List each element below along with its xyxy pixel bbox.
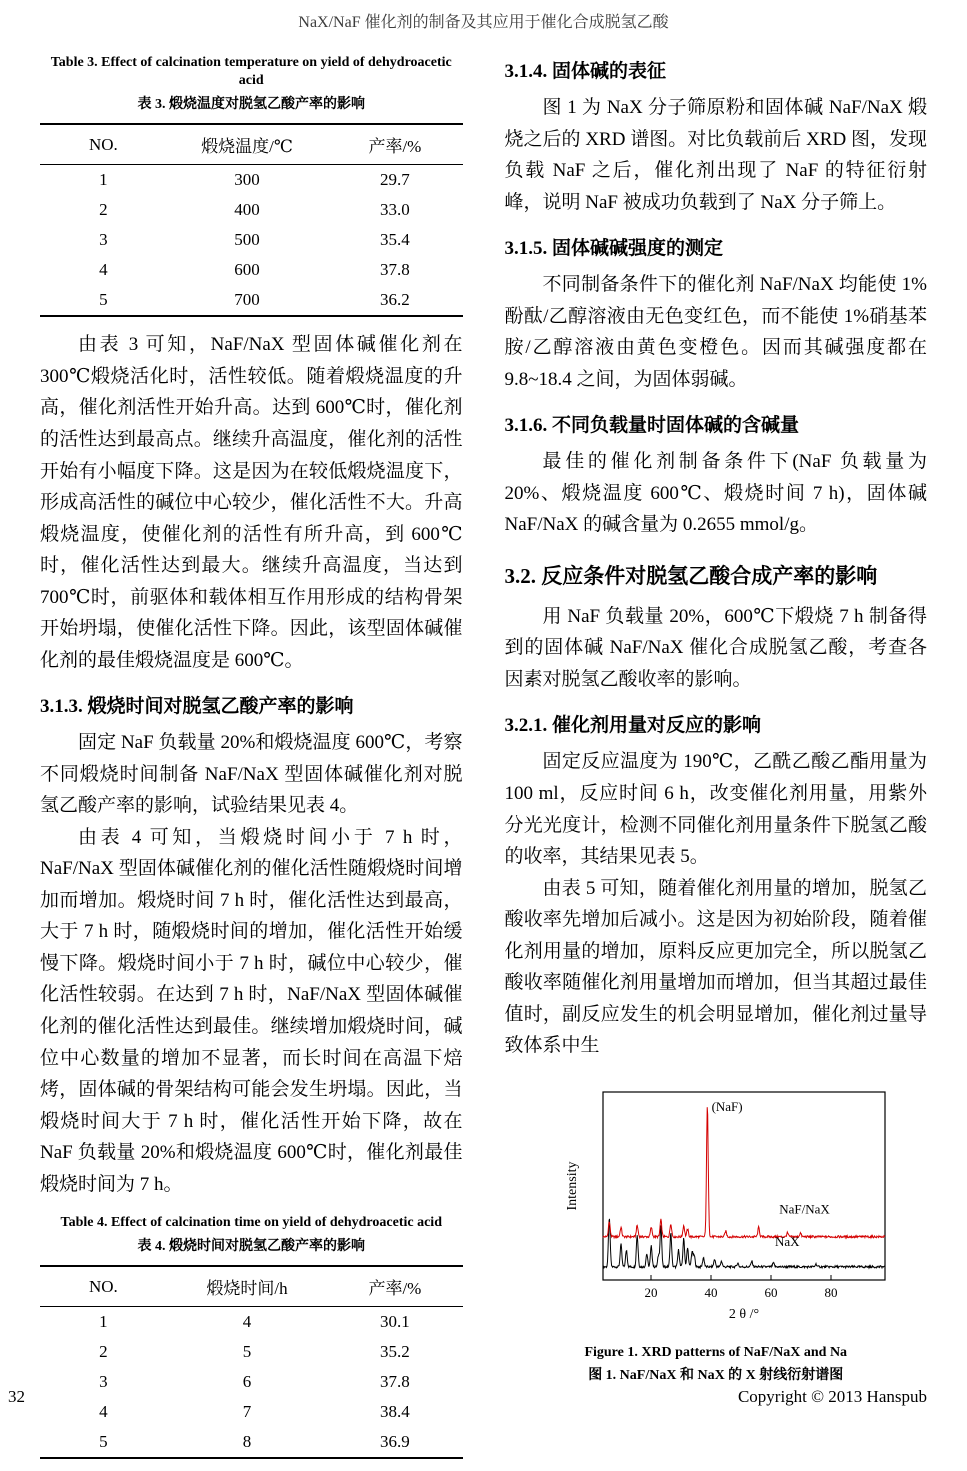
table3-caption-en: Table 3. Effect of calcination temperature on yield of dehydroacetic acid xyxy=(50,55,452,89)
cell: 700 xyxy=(234,290,260,310)
table-4-col-yield: 产率/% xyxy=(327,1266,462,1307)
cell: 5 xyxy=(242,1342,252,1362)
cell: 2 xyxy=(99,1342,108,1362)
paragraph-3-1-3-b: 由表 4 可知，当煅烧时间小于 7 h 时，NaF/NaX 型固体碱催化剂的催化活性随煅烧时间增加而增加。煅烧时间 7 h 时，催化活性达到最高，大于 7 h 时，随煅烧时间的增加，催化活性开始缓慢下降。煅烧时间小于 7 h 时，碱位中心较少，催化活性较弱。在达到 7 h 时，NaF/NaX 型固体碱催化剂的催化活性达到最佳。继续增加煅烧时间，碱位中心数量的增加不显著，而长时间在高温下焙烤，固体碱的骨架结构可能会发生坍塌。因此，当煅烧时间大于 7 h 时，催化活性开始下降，故在 NaF 负载量 20%和煅烧温度 600℃时，催化剂最佳煅烧时间为 7 h。 xyxy=(40,826,463,1195)
table-row xyxy=(40,1427,463,1458)
table-3-col-temperature: 煅烧温度/℃ xyxy=(167,124,328,165)
x-tick-label: 20 xyxy=(644,1284,657,1300)
cell: 1 xyxy=(99,1312,108,1332)
table-4-header-row xyxy=(40,1266,463,1307)
paragraph-3-2-1-b: 由表 5 可知，随着催化剂用量的增加，脱氢乙酸收率先增加后减小。这是因为初始阶段，随着催化剂用量的增加，原料反应更加完全，所以脱氢乙酸收率随催化剂用量增加而增加，但当其超过最佳值时，副反应发生的机会明显增加，催化剂过量导致体系中生 xyxy=(504,877,927,1057)
cell: 4 xyxy=(99,1402,108,1422)
figure1-caption-zh: 图 1. NaF/NaX 和 NaX 的 X 射线衍射谱图 xyxy=(588,1367,844,1383)
table-row xyxy=(40,225,463,255)
table-row xyxy=(40,165,463,196)
running-header: NaX/NaF 催化剂的制备及其应用于催化合成脱氢乙酸 xyxy=(298,14,669,31)
xrd-chart xyxy=(563,1086,893,1328)
cell: 37.8 xyxy=(380,260,410,280)
cell: 400 xyxy=(234,200,260,220)
series-NaX xyxy=(603,1219,885,1268)
series-NaF/NaX xyxy=(603,1107,885,1238)
paragraph-3-1-3-a: 固定 NaF 负载量 20%和煅烧温度 600℃，考察不同煅烧时间制备 NaF/NaX 型固体碱催化剂对脱氢乙酸产率的影响，试验结果见表 4。 xyxy=(40,732,463,817)
cell: 37.8 xyxy=(380,1372,410,1392)
cell: 5 xyxy=(99,1432,108,1452)
cell: 4 xyxy=(99,260,108,280)
table-row xyxy=(40,255,463,285)
table-3-col-no: NO. xyxy=(40,124,167,165)
x-tick-label: 40 xyxy=(704,1284,717,1300)
table-4-col-no: NO. xyxy=(40,1266,167,1307)
left-column xyxy=(40,54,463,1471)
figure1-caption-en: Figure 1. XRD patterns of NaF/NaX and Na xyxy=(584,1344,848,1360)
x-axis-label: 2 θ /° xyxy=(728,1306,759,1322)
table3-caption-zh: 表 3. 煅烧温度对脱氢乙酸产率的影响 xyxy=(137,97,365,113)
table-3 xyxy=(40,123,463,317)
annotation-naf: (NaF) xyxy=(711,1098,743,1114)
plot-frame xyxy=(603,1092,885,1280)
cell: 35.2 xyxy=(380,1342,410,1362)
cell: 3 xyxy=(99,1372,108,1392)
section-3-2-1-heading: 3.2.1. 催化剂用量对反应的影响 xyxy=(504,715,762,737)
annotation-nax: NaX xyxy=(774,1233,800,1249)
table-4-col-time: 煅烧时间/h xyxy=(167,1266,328,1307)
cell: 29.7 xyxy=(380,170,410,190)
cell: 7 xyxy=(242,1402,252,1422)
table-3-col-yield: 产率/% xyxy=(327,124,462,165)
table-4 xyxy=(40,1265,463,1459)
figure-1 xyxy=(563,1086,893,1333)
cell: 2 xyxy=(99,200,108,220)
section-3-2-heading: 3.2. 反应条件对脱氢乙酸合成产率的影响 xyxy=(504,563,878,588)
paragraph-3-1-6: 最佳的催化剂制备条件下(NaF 负载量为 20%、煅烧温度 600℃、煅烧时间 7 h)，固体碱 NaF/NaX 的碱含量为 0.2655 mmol/g。 xyxy=(504,451,927,536)
table-row xyxy=(40,195,463,225)
section-3-1-5-heading: 3.1.5. 固体碱碱强度的测定 xyxy=(504,238,724,260)
paragraph-table3-discussion: 由表 3 可知，NaF/NaX 型固体碱催化剂在 300℃煅烧活化时，活性较低。随着煅烧温度的升高，催化剂活性开始升高。达到 600℃时，催化剂的活性达到最高点。继续升高温度，催化剂的活性开始有小幅度下降。这是因为在较低煅烧温度下，形成高活性的碱位中心较少，催化活性不大。升高煅烧温度，使催化剂的活性有所升高，到 600℃时，催化活性达到最大。继续升高温度，当达到 700℃时，前驱体和载体相互作用形成的结构骨架开始坍塌，使催化活性下降。因此，该型固体碱催化剂的最佳煅烧温度是 600℃。 xyxy=(40,334,463,671)
page-number: 32 xyxy=(8,1387,25,1406)
table-row xyxy=(40,1307,463,1338)
cell: 5 xyxy=(99,290,108,310)
cell: 6 xyxy=(242,1372,252,1392)
table-row xyxy=(40,1337,463,1367)
table-3-header-row xyxy=(40,124,463,165)
paragraph-3-2: 用 NaF 负载量 20%，600℃下煅烧 7 h 制备得到的固体碱 NaF/NaX 催化合成脱氢乙酸，考查各因素对脱氢乙酸收率的影响。 xyxy=(504,605,927,690)
cell: 4 xyxy=(242,1312,252,1332)
cell: 38.4 xyxy=(380,1402,410,1422)
x-tick-label: 60 xyxy=(764,1284,777,1300)
cell: 600 xyxy=(234,260,260,280)
cell: 36.2 xyxy=(380,290,410,310)
cell: 500 xyxy=(234,230,260,250)
paragraph-3-2-1-a: 固定反应温度为 190℃，乙酰乙酸乙酯用量为 100 ml，反应时间 6 h，改变催化剂用量，用紫外分光光度计，检测不同催化剂用量条件下脱氢乙酸的收率，其结果见表 5。 xyxy=(504,751,927,868)
section-3-1-3-heading: 3.1.3. 煅烧时间对脱氢乙酸产率的影响 xyxy=(40,696,354,718)
x-tick-label: 80 xyxy=(824,1284,837,1300)
right-column xyxy=(505,54,928,1471)
cell: 300 xyxy=(234,170,260,190)
y-axis-label: Intensity xyxy=(564,1161,580,1211)
cell: 33.0 xyxy=(380,200,410,220)
cell: 8 xyxy=(242,1432,252,1452)
two-column-layout xyxy=(0,54,967,1471)
paragraph-3-1-4: 图 1 为 NaX 分子筛原粉和固体碱 NaF/NaX 煅烧之后的 XRD 谱图。对比负载前后 XRD 图，发现负载 NaF 之后，催化剂出现了 NaF 的特征衍射峰，说明 NaF 被成功负载到了 NaX 分子筛上。 xyxy=(504,97,927,213)
cell: 35.4 xyxy=(380,230,410,250)
page-footer xyxy=(8,1387,927,1407)
annotation-nafnax: NaF/NaX xyxy=(778,1201,830,1217)
section-3-1-6-heading: 3.1.6. 不同负载量时固体碱的含碱量 xyxy=(504,415,800,437)
table4-caption-zh: 表 4. 煅烧时间对脱氢乙酸产率的影响 xyxy=(137,1239,365,1255)
table-row xyxy=(40,285,463,316)
copyright: Copyright © 2013 Hanspub xyxy=(737,1387,927,1406)
cell: 30.1 xyxy=(380,1312,410,1332)
section-3-1-4-heading: 3.1.4. 固体碱的表征 xyxy=(504,61,667,82)
table4-caption-en: Table 4. Effect of calcination time on yield of dehydroacetic acid xyxy=(60,1215,442,1231)
cell: 36.9 xyxy=(380,1432,410,1452)
cell: 3 xyxy=(99,230,108,250)
paragraph-3-1-5: 不同制备条件下的催化剂 NaF/NaX 均能使 1%酚酞/乙醇溶液由无色变红色，而不能使 1%硝基苯胺/乙醇溶液由黄色变橙色。因而其碱强度都在 9.8~18.4 之间，为固体弱碱。 xyxy=(504,274,927,390)
cell: 1 xyxy=(99,170,108,190)
